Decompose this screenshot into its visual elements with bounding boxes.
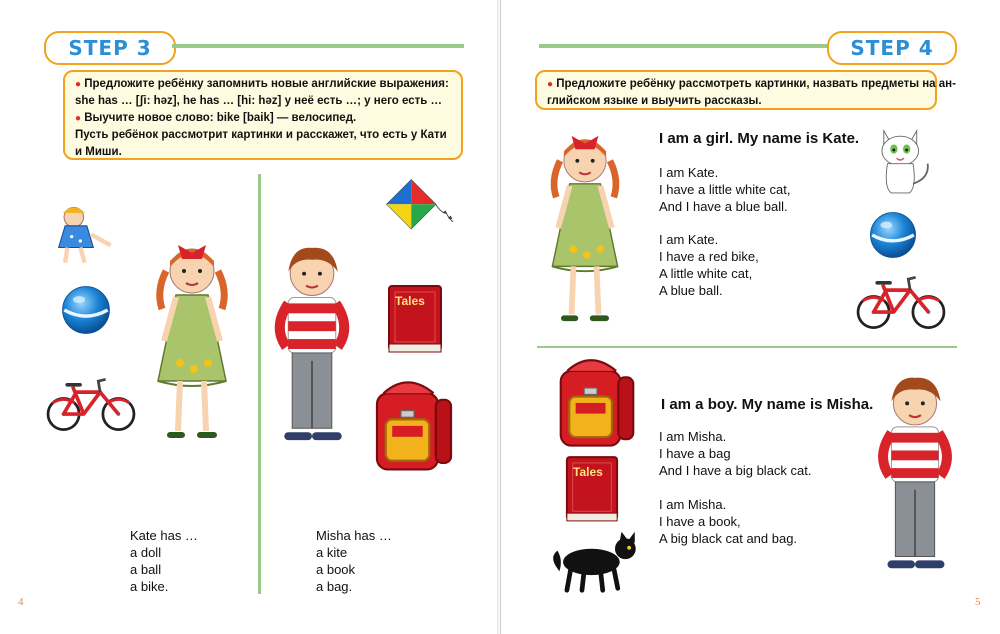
- girl-story-heading: I am a girl. My name is Kate.: [659, 130, 860, 147]
- doll-illustration: [50, 202, 115, 267]
- misha-item: a book: [316, 562, 356, 577]
- schoolbag-illustration: [370, 378, 458, 476]
- girl-story-stanza-1: [659, 164, 791, 215]
- instruction-line-5: и Миши.: [75, 146, 122, 158]
- story-line: I have a red bike,: [659, 249, 759, 264]
- instruction-line-4: Пусть ребёнок рассмотрит картинки и расскажет, что есть у Кати: [75, 129, 447, 141]
- bullet-icon: ●: [75, 113, 82, 124]
- kate-item: a ball: [130, 562, 162, 577]
- page-number-left: 4: [18, 596, 24, 608]
- story-line: I am Misha.: [659, 429, 727, 444]
- step-4-rule: [539, 44, 829, 48]
- instruction-line-2: глийском языке и выучить рассказы.: [547, 95, 762, 107]
- kate-item: a bike.: [130, 579, 169, 594]
- page-number-right: 5: [975, 596, 981, 608]
- kate-has-intro: Kate has …: [130, 528, 198, 543]
- story-line: And I have a big black cat.: [659, 463, 812, 478]
- step-3-instructions: [63, 70, 463, 160]
- book-title: Tales: [395, 294, 425, 308]
- story-line: I have a bag: [659, 446, 731, 461]
- instruction-line-1: ● Предложите ребёнку запомнить новые английские выражения:: [75, 78, 449, 90]
- kate-girl-illustration: [142, 228, 242, 454]
- story-line: I have a little white cat,: [659, 182, 791, 197]
- step-3-badge: STEP 3: [44, 31, 176, 65]
- kate-girl-illustration: [537, 122, 633, 334]
- boy-story-stanza-1: [659, 428, 811, 479]
- instruction-line-1: ● Предложите ребёнку рассмотреть картинки, назвать предметы на ан-: [547, 78, 956, 90]
- kate-has-list: [130, 527, 198, 595]
- misha-has-intro: Misha has …: [316, 528, 392, 543]
- step-3-rule: [172, 44, 464, 48]
- misha-item: a bag.: [316, 579, 353, 594]
- kate-item: a doll: [130, 545, 162, 560]
- bullet-icon: ●: [547, 79, 554, 90]
- bike-illustration: [855, 270, 947, 334]
- tales-book-illustration: [385, 284, 445, 354]
- left-page: [0, 0, 499, 634]
- misha-boy-illustration: [865, 368, 965, 584]
- tales-book-illustration: [563, 455, 621, 523]
- misha-has-list: [316, 527, 392, 595]
- column-divider: [258, 174, 261, 594]
- girl-story-stanza-2: [659, 231, 759, 299]
- white-cat-illustration: [871, 122, 935, 198]
- boy-story-stanza-2: [659, 496, 797, 547]
- instruction-line-2: she has … [ʃi: həz], he has … [hi: həz] у неё есть …; у него есть …: [75, 95, 442, 107]
- story-line: I am Kate.: [659, 232, 719, 247]
- story-line: A blue ball.: [659, 283, 723, 298]
- instruction-line-3: ● Выучите новое слово: bike [baik] — велосипед.: [75, 112, 357, 124]
- story-line: I have a book,: [659, 514, 741, 529]
- story-line: I am Kate.: [659, 165, 719, 180]
- ball-illustration: [868, 210, 918, 260]
- story-divider: [537, 346, 957, 348]
- story-line: I am Misha.: [659, 497, 727, 512]
- schoolbag-illustration: [553, 356, 641, 452]
- story-line: A little white cat,: [659, 266, 753, 281]
- ball-illustration: [60, 284, 112, 336]
- boy-story-heading: I am a boy. My name is Misha.: [661, 396, 874, 413]
- bike-illustration: [45, 372, 137, 436]
- right-page: [500, 0, 1000, 634]
- step-4-instructions: [535, 70, 956, 110]
- story-line: And I have a blue ball.: [659, 199, 788, 214]
- misha-boy-illustration: [262, 238, 362, 456]
- book-title: Tales: [573, 465, 603, 479]
- step-4-badge: STEP 4: [827, 31, 957, 65]
- bullet-icon: ●: [75, 79, 82, 90]
- misha-item: a kite: [316, 545, 348, 560]
- story-line: A big black cat and bag.: [659, 531, 798, 546]
- kite-illustration: [378, 178, 462, 248]
- black-cat-illustration: [543, 528, 653, 594]
